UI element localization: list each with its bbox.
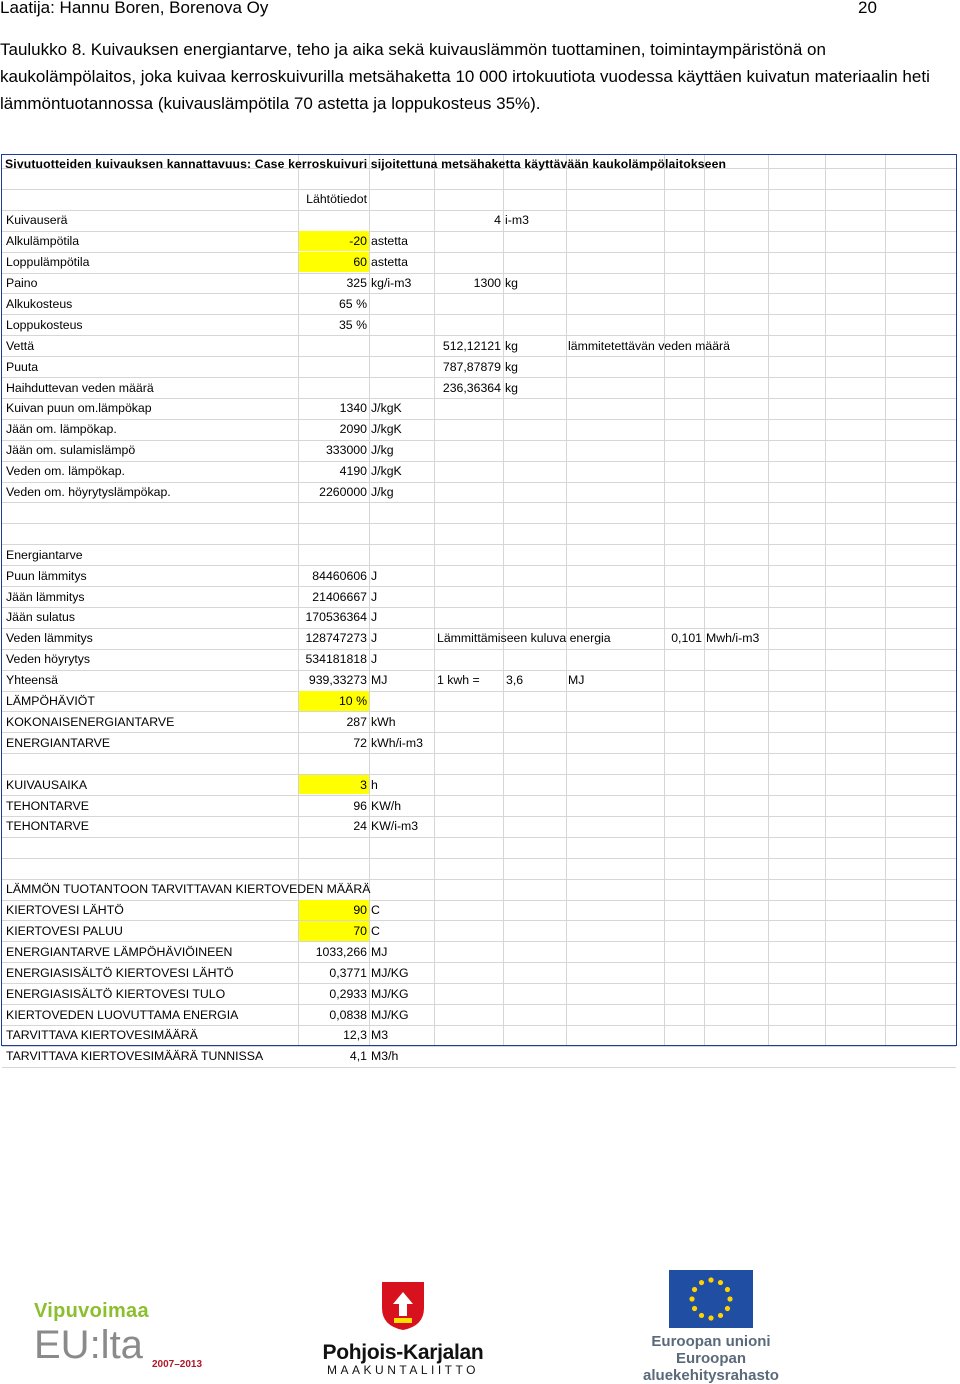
sheet-cell-c: J — [371, 652, 378, 667]
sheet-cell-b: 24 — [353, 819, 367, 834]
sheet-cell-a: Veden höyrytys — [6, 652, 91, 667]
eu-star-icon — [689, 1296, 694, 1301]
vipuvoimaa-logo-line2: EU:lta — [34, 1323, 143, 1367]
eu-star-icon — [699, 1280, 704, 1285]
sheet-cell-c: M3/h — [371, 1049, 399, 1064]
sheet-cell-c: kWh — [371, 714, 396, 729]
logo-footer — [0, 1270, 960, 1384]
sheet-cell-a: TEHONTARVE — [6, 798, 89, 813]
sheet-cell-e: 3,6 — [506, 673, 524, 688]
grid-column-line — [825, 155, 826, 1045]
sheet-cell-a: Loppulämpötila — [6, 255, 90, 270]
sheet-cell-c: C — [371, 923, 380, 938]
sheet-cell-b: 2090 — [339, 422, 367, 437]
eu-star-icon — [718, 1313, 723, 1318]
sheet-cell-a: KIERTOVESI PALUU — [6, 923, 123, 938]
sheet-cell-c: KW/i-m3 — [371, 819, 419, 834]
spreadsheet — [1, 154, 957, 1064]
grid-row-line — [2, 858, 956, 859]
grid-row-line — [2, 1067, 956, 1068]
eu-star-icon — [699, 1313, 704, 1318]
sheet-cell-c: astetta — [371, 234, 408, 249]
grid-column-line — [885, 155, 886, 1045]
sheet-cell-e: i-m3 — [505, 213, 529, 228]
sheet-cell-e: kg — [505, 276, 518, 290]
sheet-cell-c: J/kgK — [371, 464, 402, 479]
sheet-cell-b: 10 % — [338, 694, 367, 708]
sheet-cell-c: M3 — [371, 1028, 389, 1043]
grid-row-line — [2, 837, 956, 838]
grid-column-line — [704, 155, 705, 1045]
sheet-cell-c: J/kg — [371, 443, 394, 458]
sheet-cell-a: Puuta — [6, 359, 39, 374]
grid-row-line — [2, 753, 956, 754]
eu-star-icon — [725, 1306, 730, 1311]
sheet-cell-a: KUIVAUSAIKA — [6, 777, 88, 792]
grid-row-line — [2, 523, 956, 524]
sheet-cell-c: kWh/i-m3 — [371, 735, 423, 750]
sheet-cell-c: MJ — [371, 673, 388, 688]
eu-star-icon — [727, 1296, 732, 1301]
sheet-title: Sivutuotteiden kuivauksen kannattavuus: Case kerroskuivuri sijoitettuna metsähaketta käyttävään kaukolämpölaitokseen — [5, 157, 727, 171]
sheet-cell-a: LÄMMÖN TUOTANTOON TARVITTAVAN KIERTOVEDEN MÄÄRÄ — [6, 882, 371, 897]
sheet-cell-b: 4190 — [339, 464, 367, 479]
sheet-cell-d: 1 kwh = — [437, 673, 480, 688]
sheet-cell-b: 3 — [360, 777, 367, 792]
sheet-cell-d: Lämmittämiseen kuluva energia — [437, 631, 611, 646]
sheet-cell-a: Paino — [6, 276, 38, 290]
sheet-cell-a: Jään om. lämpökap. — [6, 422, 117, 437]
sheet-cell-a: Kuivauserä — [6, 213, 68, 228]
eu-star-icon — [708, 1277, 713, 1282]
sheet-cell-c: J — [371, 631, 378, 646]
sheet-cell-b: 333000 — [325, 443, 367, 458]
sheet-cell-b: 128747273 — [305, 631, 367, 646]
sheet-cell-b: Lähtötiedot — [306, 192, 367, 207]
sheet-cell-e: kg — [505, 359, 518, 374]
sheet-cell-b: 72 — [353, 735, 367, 750]
pohjois-karjalan-logo-line2: MAAKUNTALIITTO — [327, 1363, 479, 1377]
sheet-cell-a: Jään lämmitys — [6, 589, 85, 604]
sheet-cell-a: KOKONAISENERGIANTARVE — [6, 714, 175, 729]
sheet-cell-a: ENERGIANTARVE LÄMPÖHÄVIÖINEEN — [6, 944, 233, 959]
eu-star-icon — [692, 1306, 697, 1311]
sheet-cell-c: J/kgK — [371, 401, 402, 416]
eu-flag-icon — [669, 1270, 753, 1328]
sheet-cell-a: Jään om. sulamislämpö — [6, 443, 136, 458]
table-caption: Taulukko 8. Kuivauksen energiantarve, teho ja aika sekä kuivauslämmön tuottaminen, toimintaympäristönä on kaukolämpölaitos, joka kuivaa kerroskuivurilla metsähaketta 10 000 irtokuutiota vuodessa käyttäen kuivatun materiaalin heti lämmöntuotannossa (kuivauslämpötila 70 astetta ja loppukosteus 35%). — [0, 40, 930, 113]
sheet-cell-g: 0,101 — [671, 631, 702, 646]
eu-star-icon — [708, 1315, 713, 1320]
sheet-cell-e: kg — [505, 380, 518, 395]
sheet-cell-b: 1340 — [339, 401, 367, 416]
sheet-cell-b: 84460606 — [312, 568, 367, 583]
sheet-cell-b: 90 — [353, 903, 367, 917]
sheet-cell-c: J — [371, 589, 378, 604]
sheet-cell-b: 325 — [346, 276, 367, 290]
grid-column-line — [664, 155, 665, 1045]
vipuvoimaa-logo-years: 2007–2013 — [152, 1359, 203, 1370]
sheet-cell-a: TEHONTARVE — [6, 819, 89, 834]
sheet-cell-b: 170536364 — [305, 610, 367, 625]
eu-logo — [606, 1270, 816, 1384]
sheet-cell-c: J/kg — [371, 485, 394, 499]
grid-column-line — [503, 155, 504, 1045]
sheet-cell-b: 534181818 — [305, 652, 367, 667]
sheet-cell-b: 939,33273 — [308, 673, 367, 688]
sheet-cell-c: MJ/KG — [371, 965, 409, 980]
sheet-cell-d: 512,12121 — [442, 338, 501, 353]
sheet-cell-b: 0,0838 — [329, 1007, 367, 1022]
sheet-cell-b: 1033,266 — [315, 944, 367, 959]
sheet-cell-b: 96 — [353, 798, 367, 813]
eu-star-icon — [692, 1287, 697, 1292]
sheet-cell-a: Energiantarve — [6, 547, 83, 562]
grid-row-line — [2, 502, 956, 503]
sheet-cell-b: 287 — [346, 714, 367, 729]
sheet-cell-a: TARVITTAVA KIERTOVESIMÄÄRÄ — [6, 1028, 198, 1043]
page-number: 20 — [858, 0, 877, 17]
coat-of-arms-icon — [380, 1280, 426, 1332]
sheet-cell-b: 35 % — [338, 317, 367, 332]
sheet-cell-b: 70 — [353, 923, 367, 938]
sheet-cell-a: Alkukosteus — [6, 296, 73, 311]
sheet-cell-c: J — [371, 568, 378, 583]
sheet-cell-a: Jään sulatus — [6, 610, 76, 625]
sheet-cell-a: KIERTOVESI LÄHTÖ — [6, 903, 124, 917]
sheet-cell-b: 60 — [353, 255, 367, 270]
grid-column-line — [566, 155, 567, 1045]
sheet-cell-b: 2260000 — [319, 485, 367, 499]
grid-column-line — [768, 155, 769, 1045]
sheet-cell-a: TARVITTAVA KIERTOVESIMÄÄRÄ TUNNISSA — [6, 1049, 264, 1064]
sheet-cell-c: kg/i-m3 — [371, 276, 412, 290]
sheet-cell-a: ENERGIANTARVE — [6, 735, 111, 750]
sheet-cell-a: ENERGIASISÄLTÖ KIERTOVESI LÄHTÖ — [6, 965, 234, 980]
sheet-cell-a: Veden om. lämpökap. — [6, 464, 125, 479]
header-author: Laatija: Hannu Boren, Borenova Oy — [0, 0, 269, 17]
sheet-cell-c: MJ/KG — [371, 986, 409, 1001]
sheet-cell-b: 4,1 — [349, 1049, 367, 1064]
sheet-cell-a: Loppukosteus — [6, 317, 83, 332]
sheet-cell-a: Vettä — [6, 338, 35, 353]
sheet-cell-a: Veden lämmitys — [6, 631, 93, 646]
grid-row-line — [2, 189, 956, 190]
sheet-cell-c: MJ — [371, 944, 388, 959]
sheet-cell-b: 12,3 — [343, 1028, 367, 1043]
eu-logo-line2: Euroopan aluekehitysrahasto — [643, 1350, 779, 1384]
eu-logo-line1: Euroopan unioni — [651, 1333, 771, 1350]
sheet-cell-a: Haihduttevan veden määrä — [6, 380, 154, 395]
sheet-cell-d: 787,87879 — [442, 359, 501, 374]
sheet-cell-b: -20 — [349, 234, 367, 249]
sheet-cell-c: astetta — [371, 255, 408, 270]
sheet-cell-e: kg — [505, 338, 518, 353]
sheet-cell-a: Yhteensä — [6, 673, 58, 688]
sheet-cell-a: Alkulämpötila — [6, 234, 80, 249]
sheet-cell-c: KW/h — [371, 798, 402, 813]
sheet-cell-f: lämmitetettävän veden määrä — [568, 338, 730, 353]
sheet-cell-a: ENERGIASISÄLTÖ KIERTOVESI TULO — [6, 986, 226, 1001]
sheet-cell-c: J/kgK — [371, 422, 402, 437]
sheet-cell-c: h — [371, 777, 378, 792]
sheet-cell-d: 1300 — [473, 276, 501, 290]
sheet-cell-b: 0,2933 — [329, 986, 367, 1001]
sheet-cell-a: KIERTOVEDEN LUOVUTTAMA ENERGIA — [6, 1007, 239, 1022]
sheet-cell-d: 236,36364 — [442, 380, 501, 395]
sheet-cell-b: 0,3771 — [329, 965, 367, 980]
sheet-cell-h: Mwh/i-m3 — [706, 631, 760, 646]
sheet-cell-a: Veden om. höyrytyslämpökap. — [6, 485, 171, 499]
eu-star-icon — [718, 1280, 723, 1285]
sheet-cell-b: 21406667 — [312, 589, 367, 604]
sheet-cell-d: 4 — [494, 213, 501, 228]
vipuvoimaa-logo — [34, 1300, 202, 1370]
sheet-cell-a: Kuivan puun om.lämpökap — [6, 401, 152, 416]
sheet-cell-a: Puun lämmitys — [6, 568, 87, 583]
sheet-cell-c: J — [371, 610, 378, 625]
pohjois-karjalan-logo — [318, 1280, 488, 1377]
sheet-cell-b: 65 % — [338, 296, 367, 311]
vipuvoimaa-logo-line1: Vipuvoimaa — [34, 1300, 149, 1322]
eu-star-icon — [725, 1287, 730, 1292]
sheet-cell-a: LÄMPÖHÄVIÖT — [6, 694, 95, 708]
pohjois-karjalan-logo-line1: Pohjois-Karjalan — [322, 1341, 484, 1364]
sheet-cell-f: MJ — [568, 673, 585, 688]
sheet-cell-c: MJ/KG — [371, 1007, 409, 1022]
sheet-cell-c: C — [371, 903, 380, 917]
